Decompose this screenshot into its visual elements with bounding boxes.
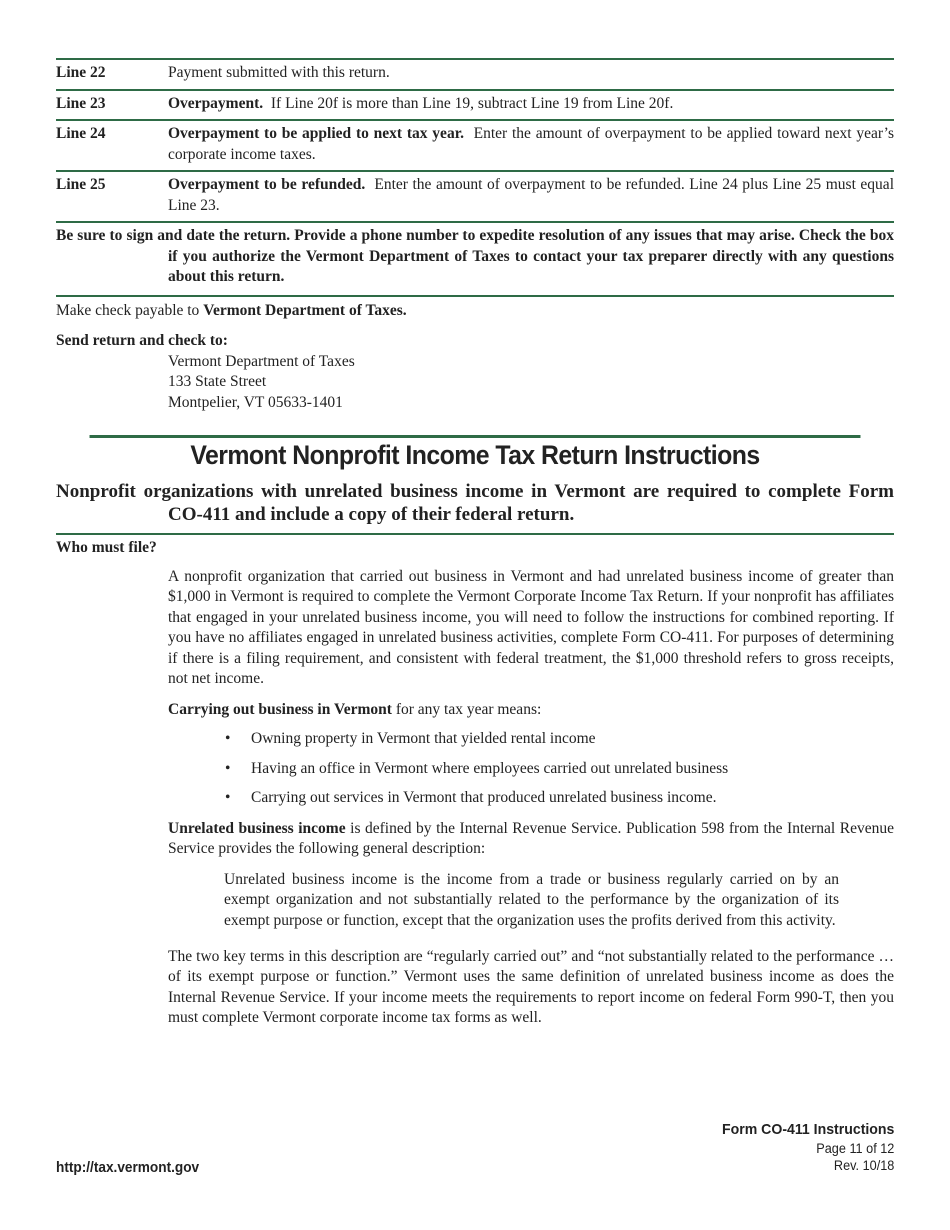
line-description bbox=[168, 175, 894, 216]
line-description bbox=[168, 124, 894, 165]
bullet-icon: • bbox=[225, 789, 231, 806]
footer-form-name: Form CO-411 Instructions bbox=[721, 1121, 894, 1138]
line-number: Line 23 bbox=[56, 94, 106, 112]
footer-revision: Rev. 10/18 bbox=[833, 1158, 894, 1173]
list-item bbox=[168, 788, 894, 809]
line-description bbox=[168, 94, 894, 115]
footer-form-info bbox=[711, 1120, 894, 1174]
instructions-page bbox=[56, 58, 894, 1029]
mailing-address bbox=[56, 352, 894, 414]
list-item-text: Owning property in Vermont that yielded rental income bbox=[251, 730, 596, 747]
filing-requirement-paragraph: A nonprofit organization that carried out business in Vermont and had unrelated business income of greater than $1,000 in Vermont is required to complete the Vermont Corporate Income Tax Return. If your nonprofit has affiliates that engaged in your unrelated business income, you will need to follow the instructions for combined reporting. If you have no affiliates engaged in unrelated business activities, complete Form CO-411. For purposes of determining if there is a filing requirement, and consistent with federal treatment, the $1,000 threshold refers to gross receipts, not net income. bbox=[168, 567, 894, 687]
line-number: Line 25 bbox=[56, 176, 106, 193]
carrying-out-business-paragraph bbox=[168, 700, 894, 721]
paragraph-text: for any tax year means: bbox=[395, 700, 542, 718]
send-return-heading: Send return and check to: bbox=[56, 332, 228, 349]
section-subtitle: Nonprofit organizations with unrelated business income in Vermont are required to complete Form CO-411 and include a copy of their federal return. bbox=[56, 480, 894, 535]
term-unrelated-business-income: Unrelated business income bbox=[168, 819, 346, 837]
line-text: If Line 20f is more than Line 19, subtract Line 19 from Line 20f. bbox=[270, 94, 674, 112]
footer-website-link[interactable]: http://tax.vermont.gov bbox=[56, 1160, 200, 1176]
key-terms-paragraph: The two key terms in this description are “regularly carried out” and “not substantially related to the performance … of its exempt purpose or function.” Vermont uses the same definition of unrelated business income as does the Internal Revenue Service. If your income meets the requirements to report income on federal Form 990-T, then you must complete Vermont corporate income tax forms as well. bbox=[168, 947, 894, 1026]
line-heading: Overpayment to be applied to next tax year. bbox=[168, 125, 465, 142]
section-title: Vermont Nonprofit Income Tax Return Instructions bbox=[90, 435, 861, 471]
bullet-icon: • bbox=[225, 759, 231, 777]
address-line: Vermont Department of Taxes bbox=[168, 352, 355, 370]
who-must-file-body bbox=[56, 567, 894, 1029]
irs-definition-quote: Unrelated business income is the income from a trade or business regularly carried on by an exempt organization and not substantially related to the performance by the organization of its exempt purpose or function, except that the organization uses the profits derived from this activity. bbox=[224, 870, 839, 929]
list-item bbox=[168, 729, 894, 750]
check-payable-note bbox=[56, 295, 894, 322]
list-item-text: Having an office in Vermont where employees carried out unrelated business bbox=[251, 759, 729, 777]
line-23-row bbox=[56, 89, 894, 120]
line-number: Line 22 bbox=[56, 64, 106, 81]
check-payee: Vermont Department of Taxes. bbox=[203, 301, 407, 319]
line-description bbox=[168, 63, 894, 84]
line-text: Enter the amount of overpayment to be refunded. Line 24 plus Line 25 must equal Line 23. bbox=[168, 176, 894, 214]
line-heading: Overpayment. bbox=[168, 94, 264, 112]
address-line: Montpelier, VT 05633-1401 bbox=[168, 393, 343, 411]
who-must-file-heading: Who must file? bbox=[56, 539, 157, 556]
business-activity-list bbox=[168, 729, 894, 809]
line-heading: Overpayment to be refunded. bbox=[168, 176, 366, 193]
bullet-icon: • bbox=[225, 730, 231, 747]
paragraph-text: is defined by the Internal Revenue Service. Publication 598 from the Internal Revenue Service provides the following general description: bbox=[168, 819, 894, 857]
line-text: Enter the amount of overpayment to be applied toward next year’s corporate income taxes. bbox=[168, 125, 894, 163]
line-text: Payment submitted with this return. bbox=[168, 64, 390, 81]
term-carrying-out-business: Carrying out business in Vermont bbox=[168, 700, 392, 718]
check-prefix: Make check payable to bbox=[56, 301, 200, 319]
line-25-row bbox=[56, 170, 894, 221]
unrelated-business-income-paragraph bbox=[168, 819, 894, 860]
line-number: Line 24 bbox=[56, 125, 106, 142]
line-22-row bbox=[56, 58, 894, 89]
sign-return-note: Be sure to sign and date the return. Provide a phone number to expedite resolution of any issues that may arise. Check the box if you authorize the Vermont Department of Taxes to contact your tax preparer directly with any questions about this return. bbox=[56, 221, 894, 295]
list-item-text: Carrying out services in Vermont that produced unrelated business income. bbox=[251, 789, 717, 806]
line-24-row bbox=[56, 119, 894, 170]
list-item bbox=[168, 759, 894, 780]
footer-page-number: Page 11 of 12 bbox=[815, 1141, 894, 1156]
address-line: 133 State Street bbox=[168, 373, 267, 390]
